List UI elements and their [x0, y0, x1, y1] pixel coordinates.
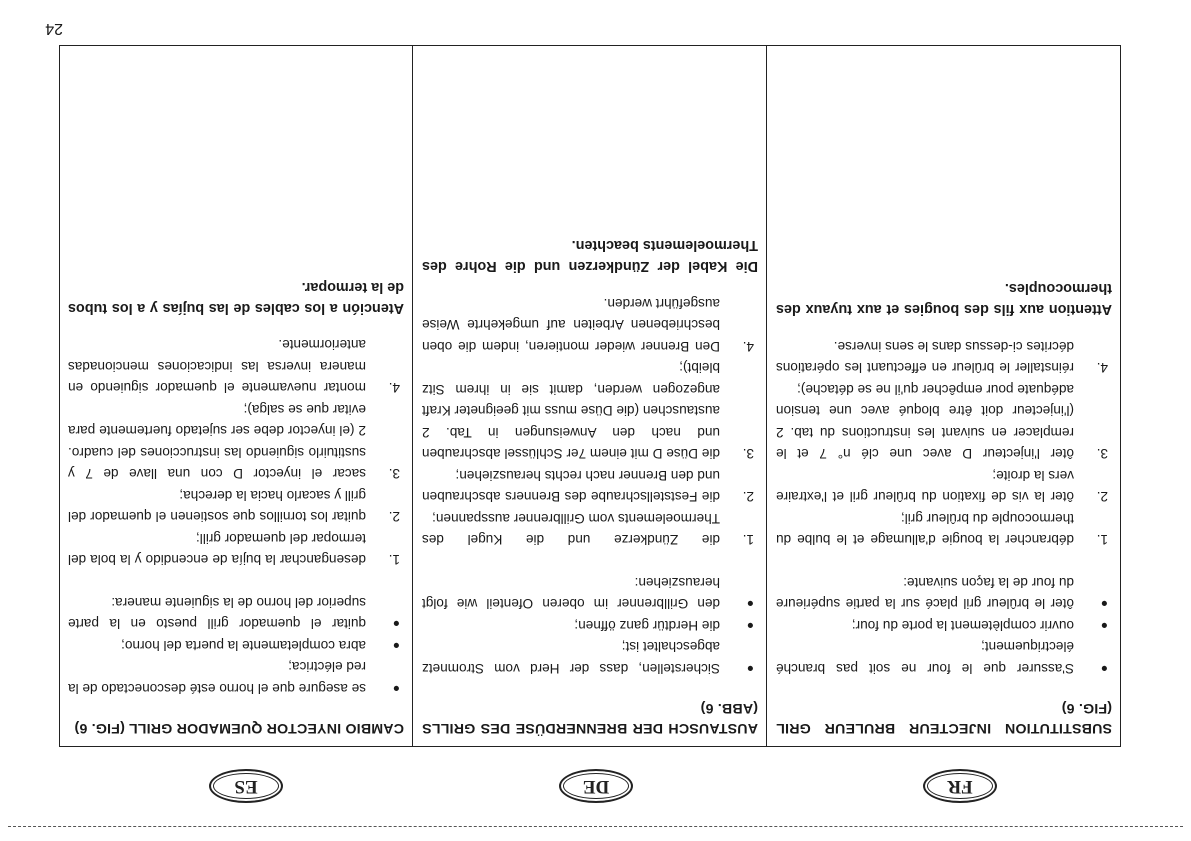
- list-item: 1. die Zündkerze und die Kugel des Thermoelements vom Grillbrenner ausspannen;: [422, 511, 754, 548]
- section-heading-es: CAMBIO INYECTOR QUEMADOR GRILL (FIG. 6): [74, 720, 404, 736]
- column-fr: [776, 278, 1112, 739]
- list-item: 4. Den Brenner wieder montieren, indem die oben beschriebenen Arbeiten auf umgekehrte Weise ausgeführt werden.: [422, 296, 754, 354]
- warning-note-de: Die Kabel der Zündkerzen und die Rohre des Thermoelements beachten.: [422, 237, 758, 275]
- language-badge-es: ES: [209, 769, 283, 803]
- bullet-icon: ●: [392, 682, 400, 696]
- cut-line: [8, 826, 1183, 827]
- list-item: ● ouvrir complètement la porte du four;: [776, 615, 1112, 637]
- page-number: 24: [45, 20, 63, 37]
- list-item: 1. débrancher la bougie d'allumage et le bulbe du thermocouple du brûleur gril;: [776, 511, 1108, 548]
- list-item: ● die Herdtür ganz öffnen;: [422, 615, 758, 637]
- bullet-list-fr: [776, 572, 1112, 680]
- list-item: 4. réinstaller le brûleur en effectuant les opérations décrites ci-dessus dans le sens inverse.: [776, 339, 1108, 376]
- list-item: 3. die Düse D mit einem 7er Schlüssel abschrauben und nach den Anweisungen in Tab. 2 austauschen (die Düse muss mit geeigneter Kraft angezogen werden, damit sie in ihrem Sitz bleibt);: [422, 360, 754, 462]
- list-item: ● den Grillbrenner im oberen Ofenteil wie folgt herausziehen:: [422, 572, 758, 615]
- list-item: 4. montar nuevamente el quemador siguiendo en manera inversa las indicaciones mencionadas anteriormente.: [68, 337, 400, 396]
- list-item: ● se asegure que el horno esté desconectado de la red eléctrica;: [68, 656, 404, 699]
- bullet-icon: ●: [1100, 662, 1108, 676]
- list-item: ● S'assurer que le four ne soit pas branché électriquement;: [776, 636, 1112, 679]
- list-item: ● quitar el quemador grill puesto en la parte superior del horno de la siguiente manera:: [68, 592, 404, 635]
- steps-list-es: [68, 334, 404, 571]
- warning-note-es: Atención a los cables de las bujías y a los tubos de la termopar.: [68, 279, 404, 316]
- bullet-icon: ●: [392, 617, 400, 632]
- list-item: ● abra completamente la puerta del horno;: [68, 635, 404, 657]
- bullet-list-de: [422, 572, 758, 680]
- bullet-list-es: [68, 592, 404, 700]
- list-item: 2. ôter la vis de fixation du brûleur gril et l'extraire vers la droite;: [776, 468, 1108, 505]
- warning-note-fr: Attention aux fils des bougies et aux tuyaux des thermocouples.: [776, 280, 1112, 318]
- column-divider: [766, 46, 767, 746]
- bullet-icon: ●: [1100, 619, 1108, 633]
- column-es: [68, 276, 404, 738]
- list-item: 2. die Feststellschraube des Brenners abschrauben und den Brenner nach rechts herausziehen;: [422, 468, 754, 505]
- list-item: 3. ôter l'injecteur D avec une clé n° 7 et le remplacer en suivant les instructions du tab. 2 (l'injecteur doit être bloqué avec une tension adéquate pour empêcher qu'il ne se détache);: [776, 382, 1108, 462]
- section-heading-de: AUSTAUSCH DER BRENNERDÜSE DES GRILLS (ABB. 6): [422, 700, 758, 736]
- bullet-icon: ●: [746, 597, 754, 612]
- language-badge-fr: FR: [923, 769, 997, 803]
- column-divider: [412, 46, 413, 746]
- section-heading-fr: SUBSTITUTION INJECTEUR BRULEUR GRIL (FIG. 6): [776, 700, 1112, 736]
- language-badge-de: DE: [559, 769, 633, 803]
- list-item: 3. sacar el inyector D con una llave de 7 y sustituirlo siguiendo las instrucciones del cuadro. 2 (el inyector debe ser sujetado fuertemente para evitar que se salga);: [68, 402, 400, 482]
- bullet-icon: ●: [746, 662, 754, 676]
- bullet-icon: ●: [746, 619, 754, 633]
- list-item: ● Sicherstellen, dass der Herd vom Stromnetz abgeschaltet ist;: [422, 636, 758, 679]
- list-item: ● ôter le brûleur gril placé sur la partie supérieure du four de la façon suivante:: [776, 572, 1112, 615]
- steps-list-fr: [776, 336, 1112, 551]
- list-item: 2. quitar los tornillos que sostienen el quemador del grill y sacarlo hacia la derecha;: [68, 488, 400, 525]
- column-de: [422, 235, 758, 739]
- content-frame: [59, 45, 1121, 747]
- steps-list-de: [422, 293, 758, 551]
- bullet-icon: ●: [1100, 597, 1108, 612]
- list-item: 1. desenganchar la bujía de encendido y la bola del termopar del quemador grill;: [68, 531, 400, 568]
- bullet-icon: ●: [392, 639, 400, 653]
